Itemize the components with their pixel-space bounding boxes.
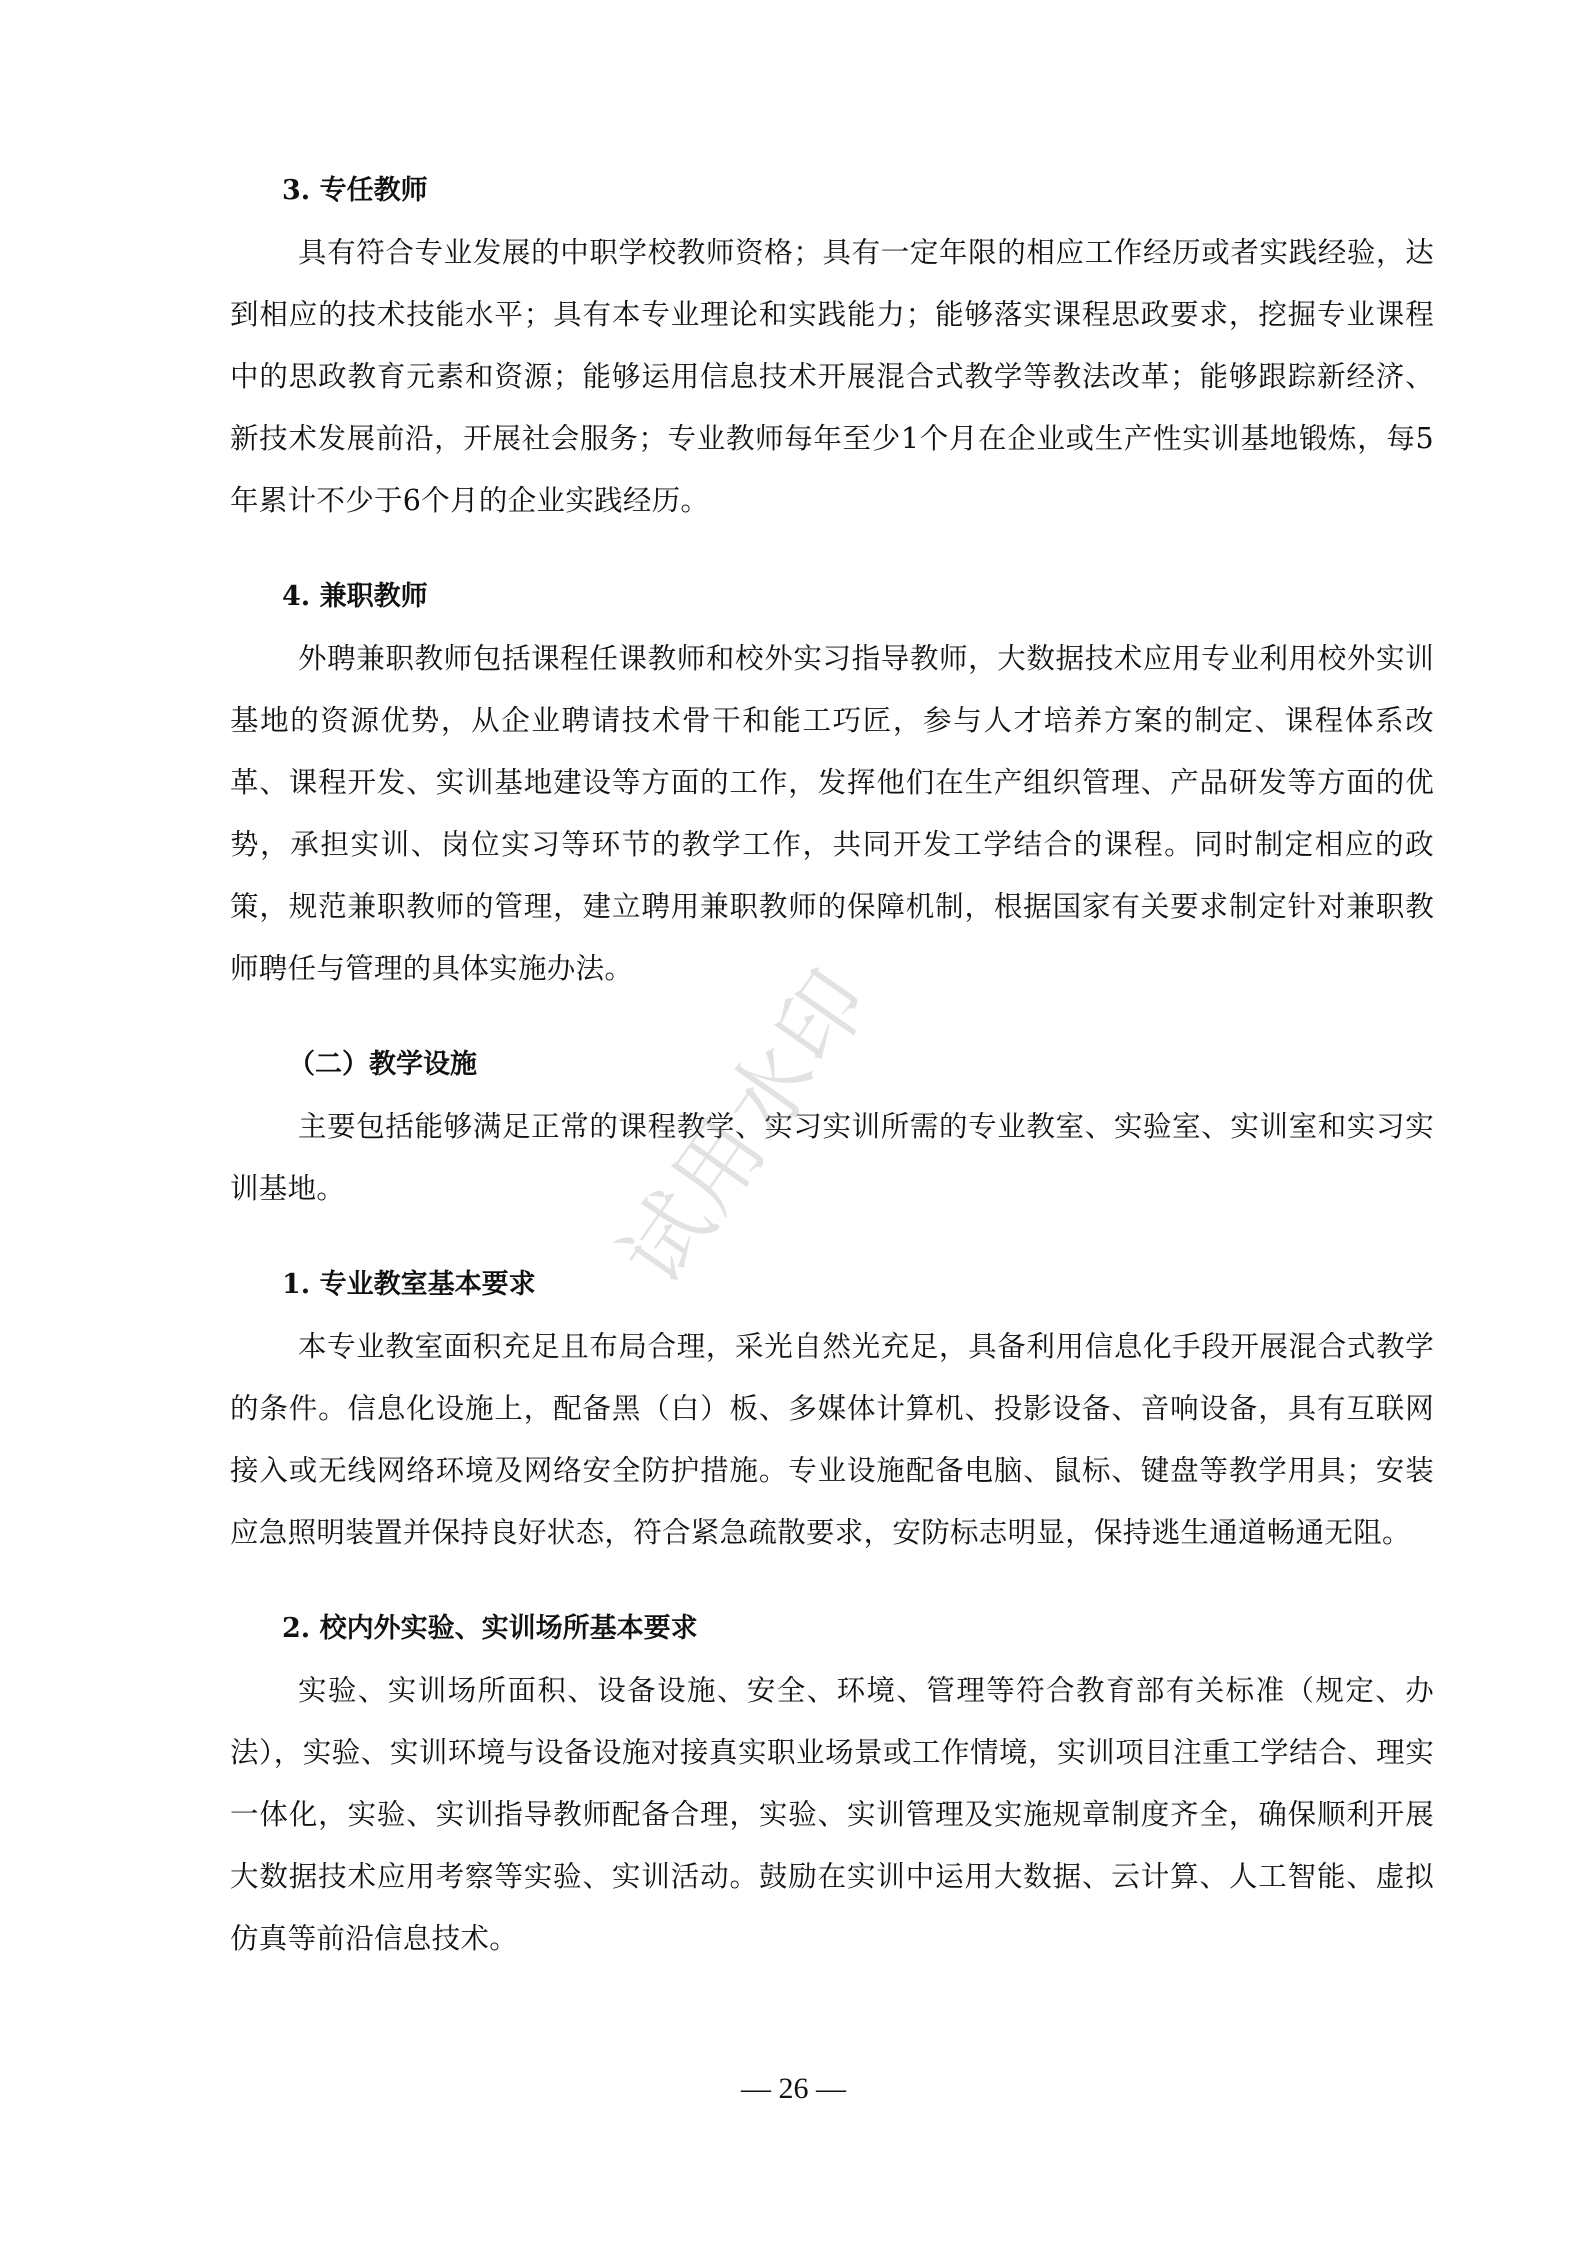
- section-fulltime-teachers: [230, 160, 1434, 532]
- section-paragraph: 主要包括能够满足正常的课程教学、实习实训所需的专业教室、实验室、实训室和实习实训基地。: [230, 1110, 1434, 1205]
- section-heading: 3. 专任教师: [282, 175, 428, 206]
- section-paragraph: 具有符合专业发展的中职学校教师资格；具有一定年限的相应工作经历或者实践经验，达到相应的技术技能水平；具有本专业理论和实践能力；能够落实课程思政要求，挖掘专业课程中的思政教育元素和资源；能够运用信息技术开展混合式教学等教法改革；能够跟踪新经济、新技术发展前沿，开展社会服务；专业教师每年至少1个月在企业或生产性实训基地锻炼，每5年累计不少于6个月的企业实践经历。: [230, 236, 1434, 517]
- section-heading: 2. 校内外实验、实训场所基本要求: [282, 1613, 698, 1644]
- chapter-heading: （二）教学设施: [288, 1049, 477, 1080]
- section-parttime-teachers: [230, 566, 1434, 1000]
- section-heading: 4. 兼职教师: [282, 581, 428, 612]
- page-number: — 26 —: [741, 2072, 846, 2105]
- page-content: [230, 160, 1434, 1970]
- section-heading: 1. 专业教室基本要求: [282, 1269, 536, 1300]
- section-paragraph: 本专业教室面积充足且布局合理，采光自然光充足，具备利用信息化手段开展混合式教学的条件。信息化设施上，配备黑（白）板、多媒体计算机、投影设备、音响设备，具有互联网接入或无线网络环境及网络安全防护措施。专业设施配备电脑、鼠标、键盘等教学用具；安装应急照明装置并保持良好状态，符合紧急疏散要求，安防标志明显，保持逃生通道畅通无阻。: [230, 1330, 1434, 1549]
- section-teaching-facilities: [230, 1034, 1434, 1220]
- section-classroom-requirements: [230, 1254, 1434, 1564]
- section-paragraph: 外聘兼职教师包括课程任课教师和校外实习指导教师，大数据技术应用专业利用校外实训基地的资源优势，从企业聘请技术骨干和能工巧匠，参与人才培养方案的制定、课程体系改革、课程开发、实训基地建设等方面的工作，发挥他们在生产组织管理、产品研发等方面的优势，承担实训、岗位实习等环节的教学工作，共同开发工学结合的课程。同时制定相应的政策，规范兼职教师的管理，建立聘用兼职教师的保障机制，根据国家有关要求制定针对兼职教师聘任与管理的具体实施办法。: [230, 642, 1434, 985]
- section-lab-requirements: [230, 1598, 1434, 1970]
- trial-watermark: 试用水印: [602, 950, 891, 1303]
- section-paragraph: 实验、实训场所面积、设备设施、安全、环境、管理等符合教育部有关标准（规定、办法），实验、实训环境与设备设施对接真实职业场景或工作情境，实训项目注重工学结合、理实一体化，实验、实训指导教师配备合理，实验、实训管理及实施规章制度齐全，确保顺利开展大数据技术应用考察等实验、实训活动。鼓励在实训中运用大数据、云计算、人工智能、虚拟仿真等前沿信息技术。: [230, 1674, 1434, 1955]
